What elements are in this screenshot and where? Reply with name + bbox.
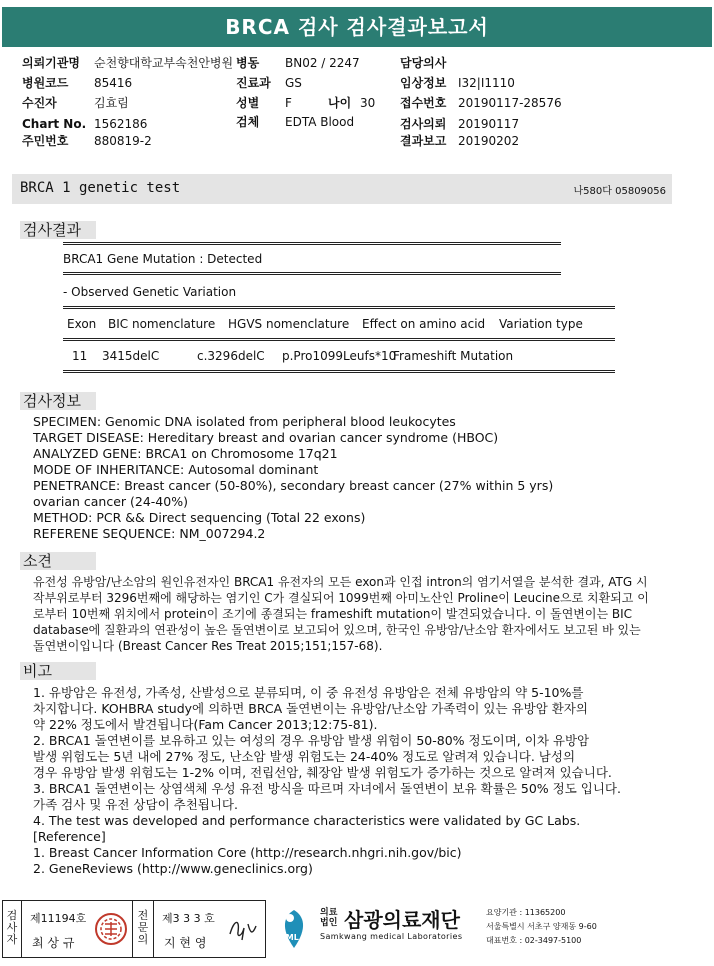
divider [63, 272, 561, 275]
table-header-bic: BIC nomenclature [108, 317, 216, 331]
patient-name-value: 김효림 [94, 96, 129, 110]
remarks-line: 발생 위험도는 5년 내에 27% 정도, 난소암 발생 위험도는 24-40% 정도로 알려져 있습니다. 남성의 [33, 749, 576, 764]
sex-label: 성별 [236, 96, 260, 110]
receipt-no-value: 20190117-28576 [458, 96, 562, 110]
sex-value: F [285, 96, 292, 110]
table-header-variation: Variation type [499, 317, 583, 331]
table-header-exon: Exon [67, 317, 97, 331]
resident-no-value: 880819-2 [94, 134, 152, 148]
report-date-value: 20190202 [458, 134, 520, 148]
specialist-name: 지 현 영 [164, 936, 207, 950]
info-line: REFERENE SEQUENCE: NM_007294.2 [33, 526, 266, 541]
result-heading: 검사결과 [20, 221, 96, 239]
table-cell-hgvs: c.3296delC [197, 349, 265, 363]
mutation-line: BRCA1 Gene Mutation : Detected [63, 252, 263, 266]
info-line: ANALYZED GENE: BRCA1 on Chromosome 17q21 [33, 446, 338, 461]
hospital-code-label: 병원코드 [22, 76, 69, 90]
department-value: GS [285, 76, 302, 90]
info-heading: 검사정보 [20, 392, 96, 410]
specialist-signature [226, 914, 260, 944]
remarks-line: 1. 유방암은 유전성, 가족성, 산발성으로 분류되며, 이 중 유전성 유방암은 전체 유방암의 약 5-10%를 [33, 685, 584, 700]
remarks-line: 1. Breast Cancer Information Core (http://research.nhgri.nih.gov/bic) [33, 845, 462, 860]
info-line: PENETRANCE: Breast cancer (50-80%), secondary breast cancer (27% within 5 yrs) [33, 478, 554, 493]
specimen-value: EDTA Blood [285, 115, 355, 129]
remarks-line: 3. BRCA1 돌연변이는 상염색체 우성 유전 방식을 따르며 자녀에서 돌연변이 보유 확률은 50% 정도 입니다. [33, 781, 621, 796]
report-title: BRCA 검사 검사결과보고서 [2, 7, 712, 47]
info-line: MODE OF INHERITANCE: Autosomal dominant [33, 462, 319, 477]
examiner-name: 최 상 규 [32, 936, 75, 950]
age-value: 30 [360, 96, 376, 110]
org-address: 서울특별시 서초구 양재동 9-60 [486, 922, 597, 931]
table-cell-bic: 3415delC [102, 349, 160, 363]
specimen-label: 검체 [236, 115, 260, 129]
remarks-line: 4. The test was developed and performance characteristics were validated by GC Labs. [33, 813, 581, 828]
observed-line: - Observed Genetic Variation [63, 285, 237, 299]
specialist-license-no: 제3 3 3 호 [162, 912, 215, 925]
test-code: 나580다 05809056 [573, 186, 666, 197]
info-line: SPECIMEN: Genomic DNA isolated from peripheral blood leukocytes [33, 414, 456, 429]
findings-line: 유전성 유방암/난소암의 원인유전자인 BRCA1 유전자의 모든 exon과 인접 intron의 염기서열을 분석한 결과, ATG 시 [33, 575, 648, 589]
table-header-effect: Effect on amino acid [362, 317, 486, 331]
remarks-line: [Reference] [33, 829, 106, 844]
findings-heading: 소견 [20, 552, 96, 570]
info-line: TARGET DISEASE: Hereditary breast and ovarian cancer syndrome (HBOC) [33, 430, 499, 445]
hospital-code-value: 85416 [94, 76, 133, 90]
chart-no-value: 1562186 [94, 117, 148, 131]
logo-text: SML [280, 933, 299, 942]
resident-no-label: 주민번호 [22, 134, 69, 148]
org-code: 요양기관 : 11365200 [486, 908, 566, 917]
table-cell-variation: Frameshift Mutation [393, 349, 514, 363]
table-cell-effect: p.Pro1099Leufs*10 [282, 349, 397, 363]
request-date-label: 검사의뢰 [400, 117, 447, 131]
findings-line: 로부터 10번째 위치에서 protein이 조기에 종결되는 frameshift mutation이 발견되었습니다. 이 돌연변이는 BIC [33, 607, 633, 621]
remarks-line: 2. BRCA1 돌연변이를 보유하고 있는 여성의 경우 유방암 발생 위험이 50-80% 정도이며, 이차 유방암 [33, 733, 590, 748]
org-english-name: Samkwang medical Laboratories [320, 932, 463, 941]
department-label: 진료과 [236, 76, 271, 90]
remarks-line: 차지합니다. KOHBRA study에 의하면 BRCA 돌연변이는 유방암/난소암 가족력이 있는 유방암 환자의 [33, 701, 588, 716]
clinical-info-label: 임상정보 [400, 76, 447, 90]
receipt-no-label: 접수번호 [400, 96, 447, 110]
examiner-label: 검 사 자 [6, 909, 18, 946]
remarks-heading: 비고 [20, 662, 96, 680]
report-date-label: 결과보고 [400, 134, 447, 148]
findings-line: 작부위로부터 3296번째에 해당하는 염기인 C가 결실되어 1099번째 아미노산인 Proline이 Leucine으로 치환되고 이 [33, 591, 649, 605]
signature-footer [2, 900, 712, 958]
specialist-label: 전 문 의 [137, 909, 149, 946]
patient-name-label: 수진자 [22, 96, 57, 110]
institution-label: 의뢰기관명 [22, 56, 80, 70]
info-line: METHOD: PCR && Direct sequencing (Total 22 exons) [33, 510, 366, 525]
divider [63, 370, 615, 373]
request-date-value: 20190117 [458, 117, 520, 131]
ward-label: 병동 [236, 56, 260, 70]
institution-value: 순천향대학교부속천안병원 [94, 56, 234, 70]
info-line: ovarian cancer (24-40%) [33, 494, 188, 509]
remarks-line: 약 22% 정도에서 발견됩니다(Fam Cancer 2013;12:75-81). [33, 717, 378, 732]
sml-logo-icon [272, 906, 316, 952]
test-header-band [12, 174, 672, 204]
chart-no-label: Chart No. [22, 117, 87, 131]
table-cell-exon: 11 [72, 349, 88, 363]
test-name: BRCA 1 genetic test [20, 180, 181, 196]
org-prefix: 의료 법인 [320, 908, 338, 928]
remarks-line: 가족 검사 및 유전 상담이 추천됩니다. [33, 797, 238, 812]
age-label: 나이 [328, 96, 352, 110]
examiner-seal-icon [94, 912, 128, 946]
clinical-info-value: I32|I1110 [458, 76, 515, 90]
doctor-label: 담당의사 [400, 56, 447, 70]
table-header-hgvs: HGVS nomenclature [228, 317, 350, 331]
divider [63, 306, 615, 309]
divider [63, 338, 615, 341]
org-name: 삼광의료재단 [344, 908, 460, 932]
ward-value: BN02 / 2247 [285, 56, 360, 70]
examiner-license-no: 제11194호 [30, 912, 87, 925]
divider [63, 242, 561, 245]
findings-line: 돌연변이입니다 (Breast Cancer Res Treat 2015;151;157-68). [33, 639, 383, 653]
remarks-line: 2. GeneReviews (http://www.geneclinics.org) [33, 861, 313, 876]
org-phone: 대표번호 : 02-3497-5100 [486, 936, 582, 945]
findings-line: database에 질환과의 연관성이 높은 돌연변이로 보고되어 있으며, 한국인 유방암/난소암 환자에서도 보고된 바 있는 [33, 623, 641, 637]
remarks-line: 경우 유방암 발생 위험도는 1-2% 이며, 전립선암, 췌장암 발생 위험도가 증가하는 것으로 알려져 있습니다. [33, 765, 612, 780]
